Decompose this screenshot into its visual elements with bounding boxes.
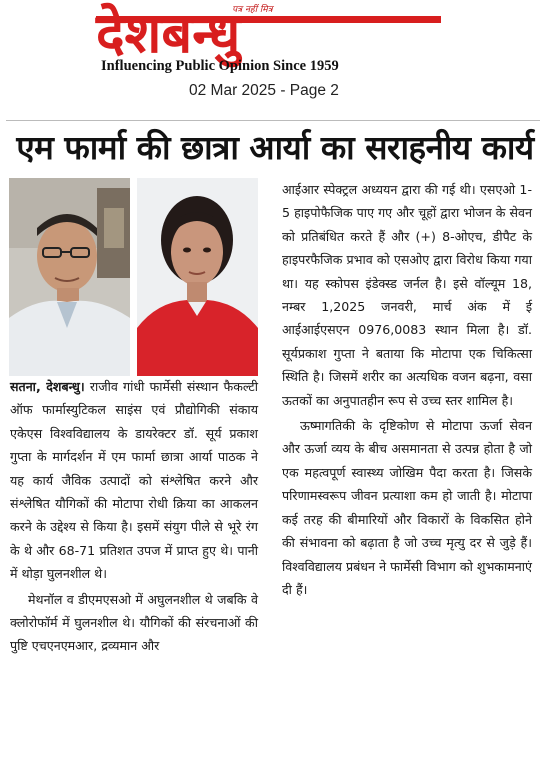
photo-director bbox=[9, 178, 130, 376]
article-dateline: सतना, देशबन्धु। bbox=[10, 379, 85, 394]
article-paragraph-3: आईआर स्पेक्ट्रल अध्ययन द्वारा की गई थी। एसएओ 1-5 हाइपोफैजिक पाए गए और चूहों द्वारा भोजन के सेवन को प्रतिबंधित करते हैं और (+) 8-ओएच, डीपैट के हाइपरफैजिक प्रभाव को एसओए द्वारा विरोध किया गया था। यह स्कोपस इंडेक्स्ड जर्नल है। इसे वॉल्यूम 18, नम्बर 1,2025 जनवरी, मार्च अंक में ई आईआईएसएन 0976,0083 स्थान मिला है। डॉ. सूर्यप्रकाश गुप्ता ने बताया कि मोटापा एक चिकित्सा स्थिति है। जिसमें शरीर का अत्यधिक वजन बढ़ना, वसा ऊतकों का अनुपातहीन रूप से उच्च स्तर शामिल है। bbox=[282, 182, 532, 408]
masthead-slogan: Influencing Public Opinion Since 1959 bbox=[101, 58, 339, 74]
article-paragraph-2: मेथनॉल व डीएमएसओ में अघुलनशील थे जबकि वे क्लोरोफॉर्म में घुलनशील थे। यौगिकों की संरचनाओं की पुष्टि एचएनएमआर, द्रव्यमान और bbox=[10, 591, 258, 654]
newspaper-logo: देशबन्धु bbox=[96, 2, 241, 65]
photo-student bbox=[137, 178, 258, 376]
article-paragraph-1 bbox=[10, 375, 258, 586]
portrait-woman-image bbox=[137, 178, 258, 376]
article-paragraph-1-text: राजीव गांधी फार्मेसी संस्थान फैकल्टी ऑफ फार्मास्युटिकल साइंस एवं प्रौद्योगिकी संकाय एकेएस विश्वविद्यालय के डायरेक्टर डॉ. सूर्य प्रकाश गुप्ता के मार्गदर्शन में एम फार्मा छात्रा आर्या पाठक ने यह कार्य जैविक उत्पादों को संश्लेषित करने और संश्लेषित यौगिकों की मोटापा रोधी क्रिया का आकलन करने के उद्देश्य से किया है। इसमें संयुग पीले से भूरे रंग के थे और 68-71 प्रतिशत उपज में प्राप्त हुए थे। पानी में थोड़ा घुलनशील थे। bbox=[10, 379, 258, 582]
article-paragraph-4: ऊष्मागतिकी के दृष्टिकोण से मोटापा ऊर्जा सेवन और ऊर्जा व्यय के बीच असमानता से उत्पन्न होता है जो एक महत्वपूर्ण स्वास्थ्य जोखिम पैदा करता है। जिसके परिणामस्वरूप जीवन प्रत्याशा कम हो जाती है। मोटापा कई तरह की बीमारियों और विकारों के विकसित होने की संभावना को बढ़ाता है जो उच्च मृत्यु दर से जुड़े हैं। विश्वविद्यालय प्रबंधन ने फार्मेसी विभाग को शुभकामनाएं दी हैं। bbox=[282, 418, 532, 597]
masthead bbox=[0, 0, 546, 110]
headline-divider bbox=[6, 120, 540, 121]
masthead-tagline: पत्र नहीं मित्र bbox=[232, 5, 273, 15]
article-right-column bbox=[282, 178, 532, 601]
article-headline: एम फार्मा की छात्रा आर्या का सराहनीय कार्य bbox=[16, 128, 534, 167]
edition-date: 02 Mar 2025 - Page 2 bbox=[189, 82, 339, 99]
article-left-column bbox=[10, 375, 258, 658]
portrait-man-image bbox=[9, 178, 130, 376]
